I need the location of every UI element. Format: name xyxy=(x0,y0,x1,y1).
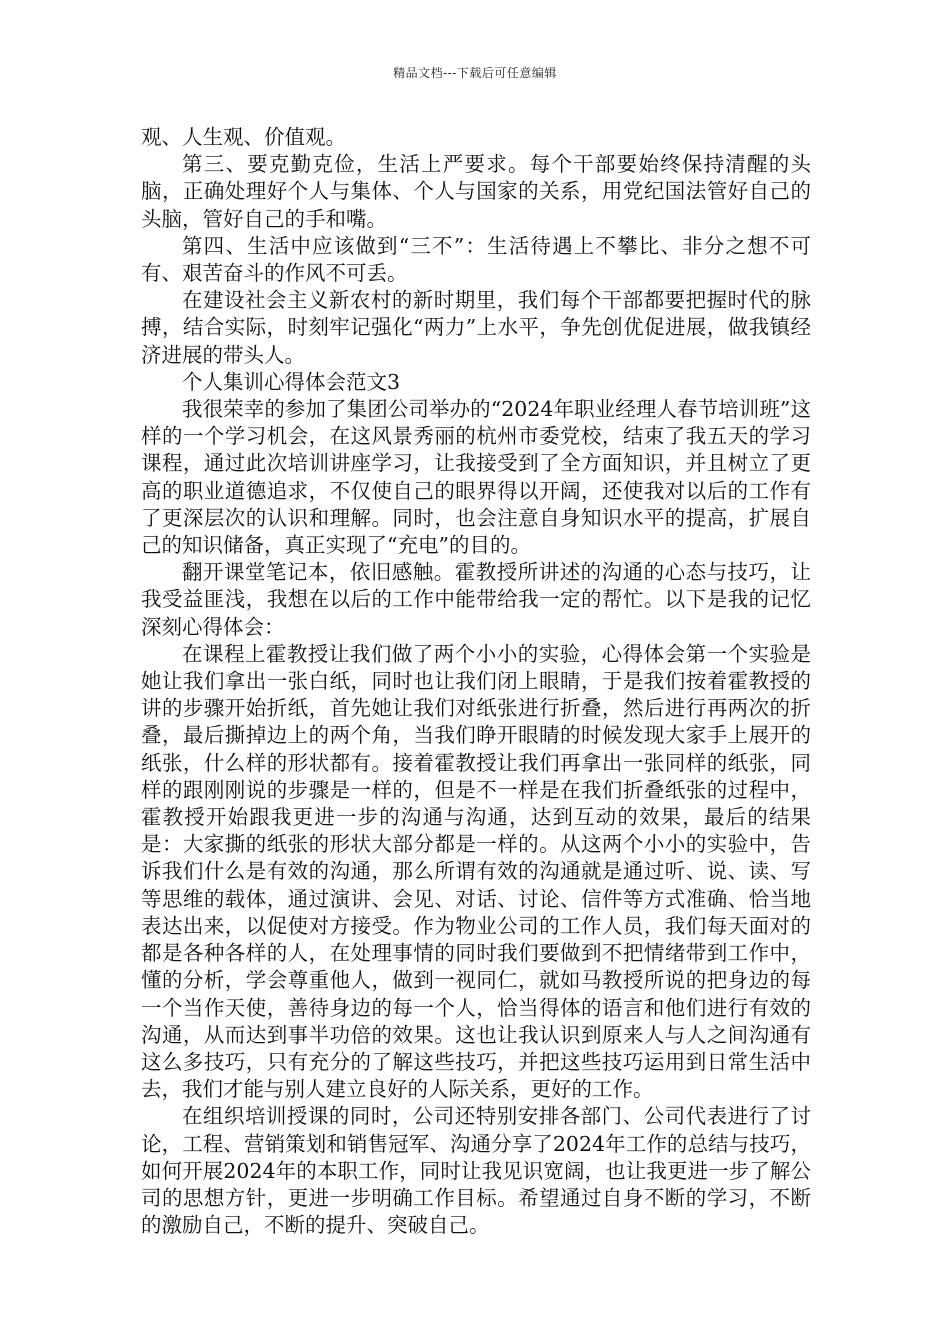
document-body xyxy=(141,124,811,1239)
paragraph-class-notes: 翻开课堂笔记本，依旧感触。霍教授所讲述的沟通的心态与技巧，让我受益匪浅，我想在以后的工作中能带给我一定的帮忙。以下是我的记忆深刻心得体会： xyxy=(141,560,811,639)
paragraph-training-intro: 我很荣幸的参加了集团公司举办的“2024年职业经理人春节培训班”这样的一个学习机会，在这风景秀丽的杭州市委党校，结束了我五天的学习课程，通过此次培训讲座学习，让我接受到了全方面知识，并且树立了更高的职业道德追求，不仅使自己的眼界得以开阔，还使我对以后的工作有了更深层次的认识和理解。同时，也会注意自身知识水平的提高，扩展自己的知识储备，真正实现了“充电”的目的。 xyxy=(141,397,811,558)
paragraph-discussion: 在组织培训授课的同时，公司还特别安排各部门、公司代表进行了讨论，工程、营销策划和销售冠军、沟通分享了2024年工作的总结与技巧，如何开展2024年的本职工作，同时让我见识宽阔，也让我更进一步了解公司的思想方针，更进一步明确工作目标。希望通过自身不断的学习，不断的激励自己，不断的提升、突破自己。 xyxy=(141,1104,811,1238)
paragraph-point-four: 第四、生活中应该做到“三不”：生活待遇上不攀比、非分之想不可有、艰苦奋斗的作风不可丢。 xyxy=(141,233,811,286)
paragraph-continuation: 观、人生观、价值观。 xyxy=(141,125,346,149)
page-header: 精品文档---下载后可任意编辑 xyxy=(393,66,557,80)
paragraph-point-three: 第三、要克勤克俭，生活上严要求。每个干部要始终保持清醒的头脑，正确处理好个人与集体、个人与国家的关系，用党纪国法管好自己的头脑，管好自己的手和嘴。 xyxy=(141,152,811,231)
paragraph-new-countryside: 在建设社会主义新农村的新时期里，我们每个干部都要把握时代的脉搏，结合实际，时刻牢记强化“两力”上水平，争先创优促进展，做我镇经济进展的带头人。 xyxy=(141,288,811,367)
section-heading: 个人集训心得体会范文3 xyxy=(182,369,401,394)
paragraph-experiment: 在课程上霍教授让我们做了两个小小的实验，心得体会第一个实验是她让我们拿出一张白纸，同时也让我们闭上眼睛，于是我们按着霍教授的讲的步骤开始折纸，首先她让我们对纸张进行折叠，然后进行再两次的折叠，最后撕掉边上的两个角，当我们睁开眼睛的时候发现大家手上展开的纸张，什么样的形状都有。接着霍教授让我们再拿出一张同样的纸张，同样的跟刚刚说的步骤是一样的，但是不一样是在我们折叠纸张的过程中，霍教授开始跟我更进一步的沟通与沟通，达到互动的效果，最后的结果是：大家撕的纸张的形状大部分都是一样的。从这两个小小的实验中，告诉我们什么是有效的沟通，那么所谓有效的沟通就是通过听、说、读、写等思维的载体，通过演讲、会见、对话、讨论、信件等方式准确、恰当地表达出来，以促使对方接受。作为物业公司的工作人员，我们每天面对的都是各种各样的人，在处理事情的同时我们要做到不把情绪带到工作中，懂的分析，学会尊重他人，做到一视同仁，就如马教授所说的把身边的每一个当作天使，善待身边的每一个人，恰当得体的语言和他们进行有效的沟通，从而达到事半功倍的效果。这也让我认识到原来人与人之间沟通有这么多技巧，只有充分的了解这些技巧，并把这些技巧运用到日常生活中去，我们才能与别人建立良好的人际关系，更好的工作。 xyxy=(141,641,811,1102)
